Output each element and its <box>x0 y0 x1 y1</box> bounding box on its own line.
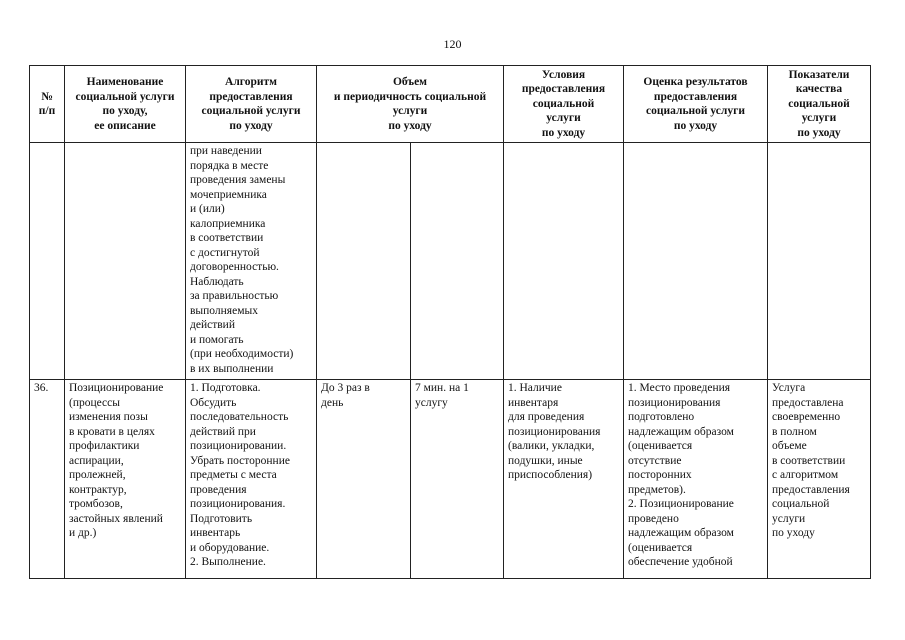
table-row <box>30 143 871 380</box>
cell-quality: Услуга предоставлена своевременно в полном объеме в соответствии с алгоритмом предоставления социальной услуги по уходу <box>768 380 871 579</box>
cell-periodicity <box>411 143 504 380</box>
cell-evaluation <box>624 143 768 380</box>
services-table <box>29 65 871 579</box>
cell-evaluation: 1. Место проведения позиционирования подготовлено надлежащим образом (оценивается отсутствие посторонних предметов). 2. Позиционирование проведено надлежащим образом (оценивается обеспечение удобной <box>624 380 768 579</box>
cell-volume <box>317 143 411 380</box>
header-row <box>30 66 871 143</box>
table-row <box>30 380 871 579</box>
cell-conditions: 1. Наличие инвентаря для проведения позиционирования (валики, укладки, подушки, иные приспособления) <box>504 380 624 579</box>
header-num: № п/п <box>30 66 65 143</box>
cell-conditions <box>504 143 624 380</box>
cell-periodicity: 7 мин. на 1 услугу <box>411 380 504 579</box>
cell-quality <box>768 143 871 380</box>
header-evaluation: Оценка результатов предоставления социальной услуги по уходу <box>624 66 768 143</box>
cell-algorithm: 1. Подготовка. Обсудить последовательность действий при позиционировании. Убрать посторонние предметы с места проведения позиционирования. Подготовить инвентарь и оборудование. 2. Выполнение. <box>186 380 317 579</box>
cell-algorithm: при наведении порядка в месте проведения замены мочеприемника и (или) калоприемника в соответствии с достигнутой договоренностью. Наблюдать за правильностью выполняемых действий и помогать (при необходимости) в их выполнении <box>186 143 317 380</box>
cell-name <box>65 143 186 380</box>
header-quality: Показатели качества социальной услуги по уходу <box>768 66 871 143</box>
header-conditions: Условия предоставления социальной услуги по уходу <box>504 66 624 143</box>
header-volume: Объем и периодичность социальной услуги по уходу <box>317 66 504 143</box>
header-name: Наименование социальной услуги по уходу, ее описание <box>65 66 186 143</box>
cell-num: 36. <box>30 380 65 579</box>
cell-name: Позиционирование (процессы изменения позы в кровати в целях профилактики аспирации, пролежней, контрактур, тромбозов, застойных явлений и др.) <box>65 380 186 579</box>
cell-volume: До 3 раз в день <box>317 380 411 579</box>
page-number: 120 <box>443 37 462 51</box>
header-algorithm: Алгоритм предоставления социальной услуги по уходу <box>186 66 317 143</box>
cell-num <box>30 143 65 380</box>
